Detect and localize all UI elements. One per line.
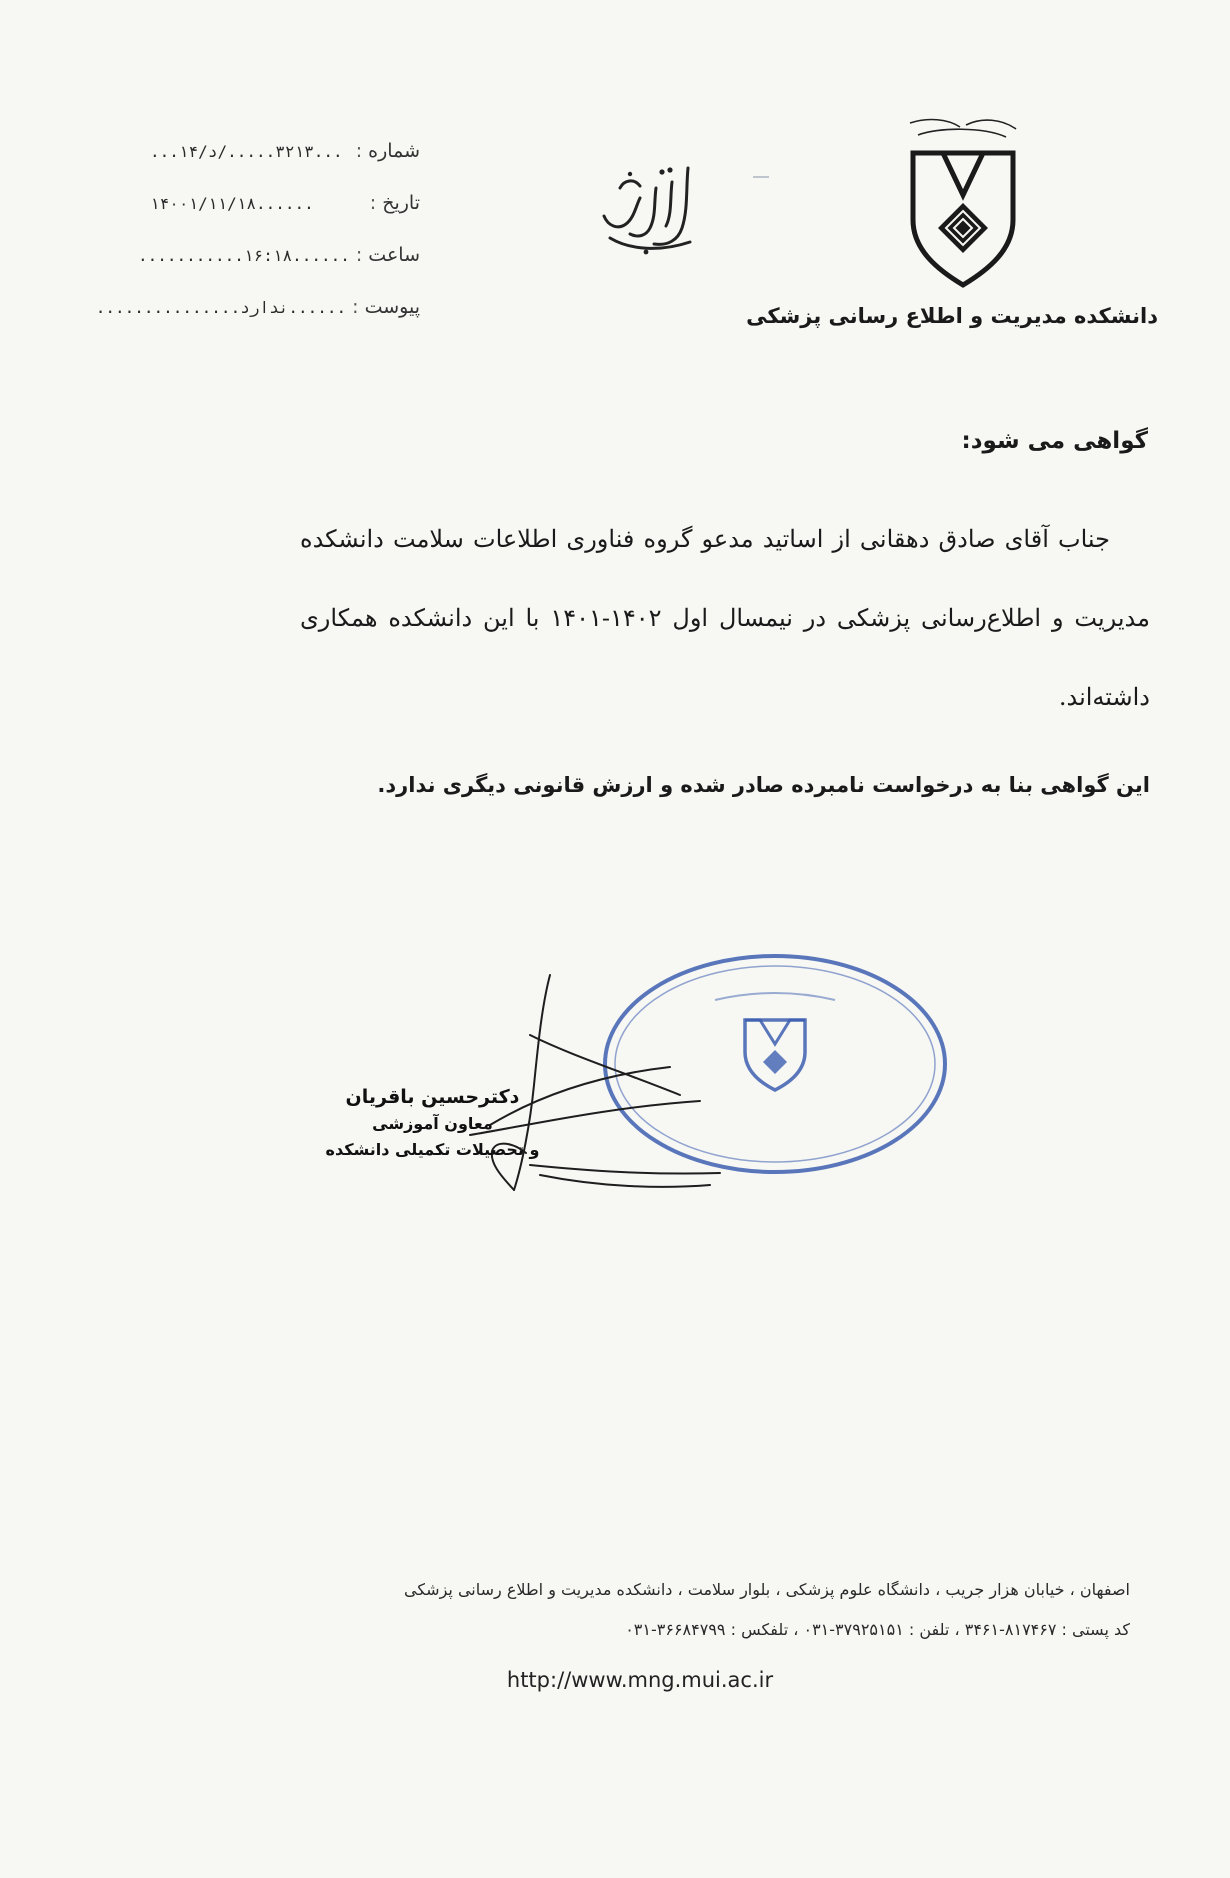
meta-value: ...١۴/٣٢١٣...../د... xyxy=(150,142,343,161)
meta-label: پیوست xyxy=(364,296,420,318)
signer-title-line2: و تحصیلات تکمیلی دانشکده xyxy=(325,1140,540,1159)
calligraphy-bismihi-mark xyxy=(590,158,708,258)
meta-label: شماره xyxy=(368,140,420,162)
footer-url[interactable]: http://www.mng.mui.ac.ir xyxy=(506,1668,774,1692)
scan-artifact xyxy=(753,176,769,178)
footer-contact: کد پستی : ٨١٧۴۶٧-٣۴۶١ ، تلفن : ٣٧٩٢۵١۵١-٠٣١ ، تلفکس : ٣۶۶٨۴٧٩٩-٠٣١ xyxy=(625,1620,1130,1639)
meta-number xyxy=(150,140,420,192)
certificate-body xyxy=(300,500,1150,737)
meta-separator: : xyxy=(355,140,363,162)
footer xyxy=(200,1580,1130,1660)
meta-separator: : xyxy=(369,192,377,214)
meta-label: ساعت xyxy=(368,244,420,266)
meta-label: تاریخ xyxy=(382,192,420,214)
closing-statement: این گواهی بنا به درخواست نامبرده صادر شده و ارزش قانونی دیگری ندارد. xyxy=(377,773,1150,797)
certificate-heading: گواهی می شود: xyxy=(961,428,1148,454)
signer-title: معاون آموزشی xyxy=(372,1114,493,1133)
meta-value: ...........١۶:١٨...... xyxy=(137,246,350,265)
footer-address: اصفهان ، خیابان هزار جریب ، دانشگاه علوم پزشکی ، بلوار سلامت ، دانشکده مدیریت و اطلاع رسانی پزشکی xyxy=(404,1580,1130,1599)
school-name: دانشکده مدیریت و اطلاع رسانی پزشکی xyxy=(746,304,1158,328)
meta-value: ...............ندارد...... xyxy=(95,298,347,317)
signer-name: دکترحسین باقریان xyxy=(345,1086,520,1108)
meta-separator: : xyxy=(355,244,363,266)
signer-block xyxy=(310,1083,555,1163)
meta-attachment xyxy=(95,296,420,348)
meta-date xyxy=(150,192,420,244)
university-logo xyxy=(888,115,1038,290)
meta-time xyxy=(137,244,420,296)
meta-value: ١۴٠٠١/١١/١٨...... xyxy=(150,194,314,213)
body-paragraph: جناب آقای صادق دهقانی از اساتید مدعو گروه فناوری اطلاعات سلامت دانشکده مدیریت و اطلاع‌رسانی پزشکی در نیمسال اول ١۴٠٢-١۴٠١ با این دانشکده همکاری داشته‌اند. xyxy=(300,525,1151,711)
letter-meta xyxy=(95,140,420,348)
meta-separator: : xyxy=(352,296,359,318)
